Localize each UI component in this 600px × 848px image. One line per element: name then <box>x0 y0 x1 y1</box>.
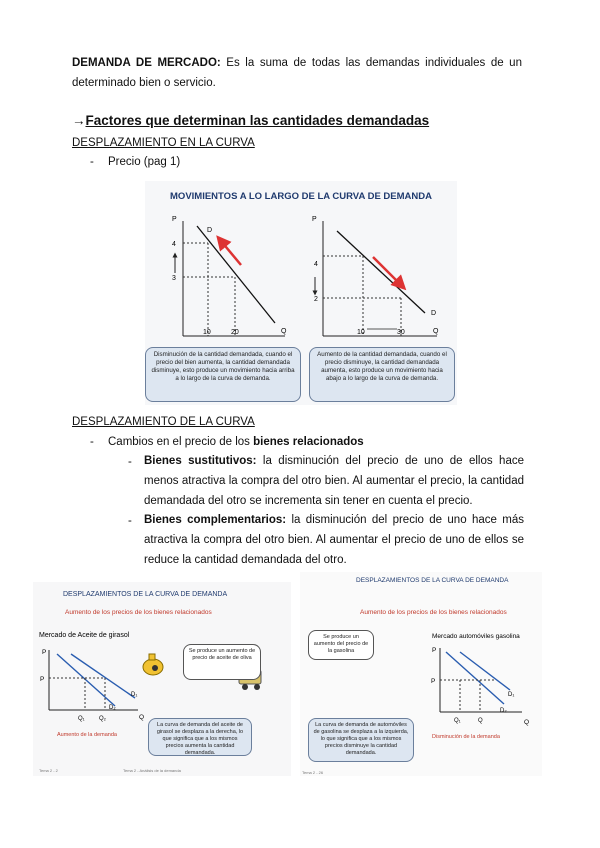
substitutes-dash: - <box>128 456 132 468</box>
movement-bullet: Precio (pag 1) <box>108 156 181 168</box>
right-slide-price: P <box>431 678 436 685</box>
right-slide-q2: Q <box>478 718 483 724</box>
complements-term: Bienes complementarios: <box>144 514 287 526</box>
shift-bullet <box>108 432 364 452</box>
right-slide-axis-p: P <box>432 647 437 654</box>
substitutes-paragraph <box>144 452 524 511</box>
figure-shift-left <box>33 582 291 776</box>
left-slide-footer: Aumento de la demanda <box>57 732 117 738</box>
arrow-icon: → <box>72 113 86 128</box>
movement-bullet-dash: - <box>90 156 94 168</box>
left-price-low: 3 <box>172 275 176 282</box>
left-slide-tiny-left: Tema 2 - 2 <box>39 768 58 773</box>
left-slide-market: Mercado de Aceite de girasol <box>39 632 130 639</box>
right-slide-axis-q: Q <box>524 719 530 726</box>
intro-term: DEMANDA DE MERCADO: <box>72 57 221 69</box>
left-slide-price: P <box>40 676 45 683</box>
right-movement-arrow <box>373 257 401 285</box>
left-curve-label: D <box>207 227 213 234</box>
figure-shift-right <box>300 572 542 776</box>
right-curve-label: D <box>431 310 437 317</box>
intro-definition: Es la suma de todas las demandas individuales de un determinado bien o servicio. <box>72 57 522 89</box>
left-slide-d1-curve <box>57 654 115 706</box>
right-slide-footer: Disminución de la demanda <box>432 734 500 740</box>
factors-heading <box>72 111 429 131</box>
left-qty-high: 20 <box>231 329 239 336</box>
right-slide-market: Mercado automóviles gasolina <box>432 633 520 640</box>
right-slide-q1: Q₁ <box>454 718 461 724</box>
right-slide-d2: D₂ <box>500 708 507 714</box>
left-price-high: 4 <box>172 241 176 248</box>
left-slide-axis-p: P <box>42 649 47 656</box>
left-slide-d1: D₁ <box>131 692 138 698</box>
left-slide-thought: Se produce un aumento de precio de aceite de oliva <box>183 644 261 680</box>
right-axis-p: P <box>312 216 317 223</box>
left-demand-curve <box>197 226 275 323</box>
right-caption: Aumento de la cantidad demandada, cuando el precio disminuye, la cantidad demandada aumenta, esto produce un movimiento hacia abajo a lo largo de la curva de demanda. <box>309 347 455 402</box>
shift-bullet-bold: bienes relacionados <box>253 436 364 448</box>
right-slide-d1: D₁ <box>508 692 515 698</box>
left-slide-caption: La curva de demanda del aceite de girasol se desplaza a la derecha, lo que significa que a los mismos precios aumenta la cantidad demandada. <box>148 718 252 756</box>
right-axis-q: Q <box>433 328 439 335</box>
left-slide-d2: D₂ <box>109 705 116 711</box>
substitutes-term: Bienes sustitutivos: <box>144 455 257 467</box>
shift-bullet-prefix: Cambios en el precio de los <box>108 436 250 448</box>
intro-paragraph <box>72 53 522 93</box>
right-slide-subtitle: Aumento de los precios de los bienes relacionados <box>360 609 507 616</box>
left-slide-q1: Q₁ <box>78 716 85 722</box>
oil-bottle-icon <box>143 654 163 675</box>
right-demand-curve <box>337 231 425 313</box>
movement-heading: DESPLAZAMIENTO EN LA CURVA <box>72 137 255 149</box>
left-qty-low: 10 <box>203 329 211 336</box>
left-slide-subtitle: Aumento de los precios de los bienes relacionados <box>65 609 212 616</box>
complements-paragraph <box>144 511 524 570</box>
complements-dash: - <box>128 515 132 527</box>
right-slide-tiny-mid: Tema 2 - 26 <box>302 770 324 775</box>
right-price-high: 4 <box>314 261 318 268</box>
right-qty-low: 10 <box>357 329 365 336</box>
complements-text: la disminución del precio de uno hace más atractiva la compra del otro bien. Al aumentar el precio de uno de ellos se reduce la cantidad demandada del otro. <box>144 514 524 566</box>
right-price-low: 2 <box>314 296 318 303</box>
right-qty-high: 30 <box>397 329 405 336</box>
substitutes-text: la disminución del precio de uno de ellos hace menos atractiva la compra del otro bien. Al aumentar el precio, la cantidad demandada del otro se incrementa sin tener en cuenta el precio. <box>144 455 524 507</box>
left-chart <box>172 216 287 336</box>
factors-heading-text: Factores que determinan las cantidades demandadas <box>85 113 430 128</box>
left-caption: Disminución de la cantidad demandada, cuando el precio del bien aumenta, la cantidad demandada disminuye, esto produce un movimiento hacia arriba a lo largo de la curva de demanda. <box>145 347 301 402</box>
left-slide-axis-q: Q <box>139 714 145 721</box>
right-chart <box>312 216 439 336</box>
right-slide-title: DESPLAZAMIENTOS DE LA CURVA DE DEMANDA <box>356 577 509 584</box>
left-axis-p: P <box>172 216 177 223</box>
right-slide-thought: Se produce un aumento del precio de la gasolina <box>308 630 374 660</box>
left-slide-title: DESPLAZAMIENTOS DE LA CURVA DE DEMANDA <box>63 591 228 598</box>
left-axis-q: Q <box>281 328 287 335</box>
left-slide-tiny-mid: Tema 2 - Análisis de la demanda <box>123 768 181 773</box>
left-movement-arrow <box>221 241 241 265</box>
figure1-title: MOVIMIENTOS A LO LARGO DE LA CURVA DE DEMANDA <box>170 191 432 202</box>
figure-movement <box>145 181 457 405</box>
left-slide-q2: Q₂ <box>99 716 106 722</box>
shift-bullet-dash: - <box>90 436 94 448</box>
right-slide-caption: La curva de demanda de automóviles de gasolina se desplaza a la izquierda, lo que significa que a los mismos precios disminuye la cantidad demandada. <box>308 718 414 762</box>
shift-heading: DESPLAZAMIENTO DE LA CURVA <box>72 416 255 428</box>
